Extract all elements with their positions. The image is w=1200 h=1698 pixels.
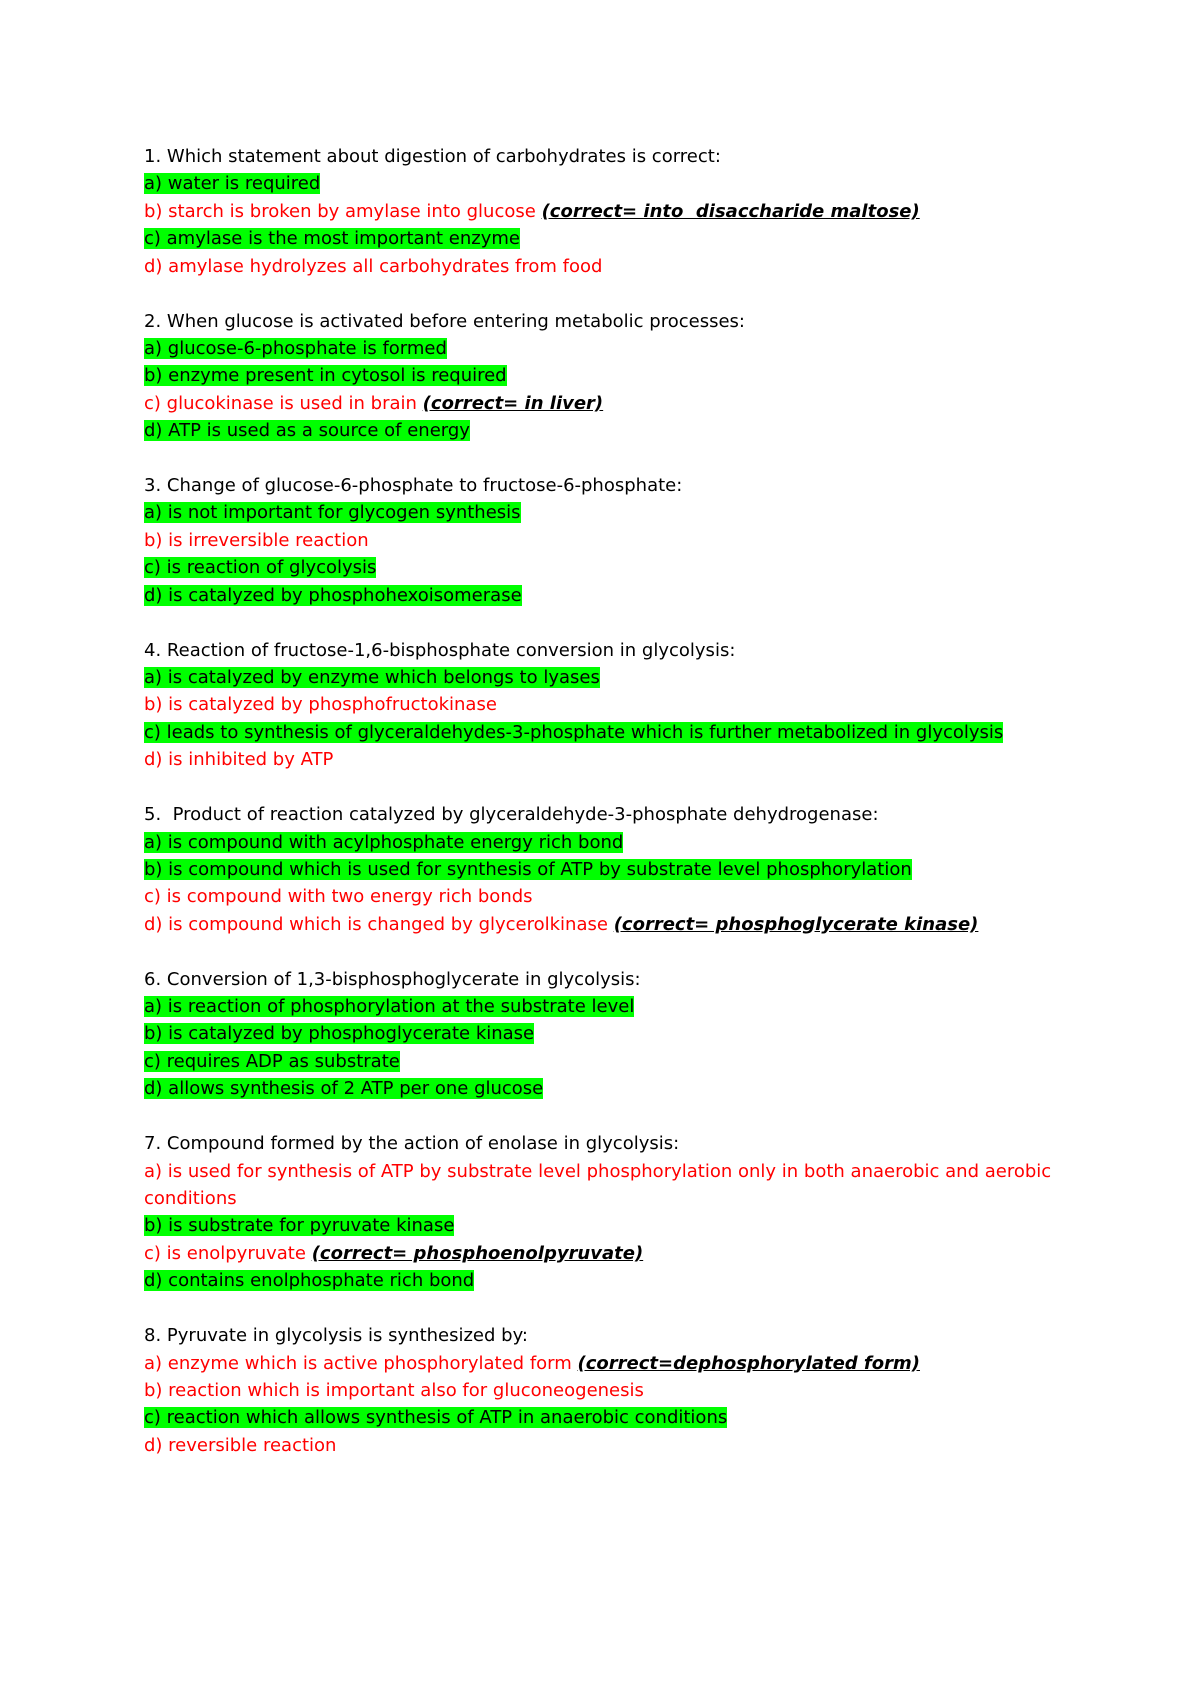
- answer-text: c) is enolpyruvate: [144, 1242, 306, 1264]
- answer-option: [144, 390, 1100, 417]
- answer-option: [144, 883, 1100, 910]
- answer-option: [144, 691, 1100, 718]
- answer-option: [144, 1020, 1100, 1047]
- highlighted-answer-text: b) is catalyzed by phosphoglycerate kinase: [144, 1023, 535, 1045]
- highlighted-answer-text: a) water is required: [144, 173, 321, 195]
- highlighted-answer-text: a) is catalyzed by enzyme which belongs to lyases: [144, 667, 600, 688]
- answer-option: [144, 911, 1100, 938]
- question-heading: [144, 801, 1100, 828]
- question-number: 6.: [144, 968, 162, 990]
- answer-option: [144, 198, 1100, 225]
- answer-option: [144, 1158, 1100, 1185]
- question-number: 7.: [144, 1133, 162, 1155]
- highlighted-answer-text: b) is compound which is used for synthesis of ATP by substrate level phosphorylation: [144, 858, 912, 880]
- question-text: Change of glucose-6-phosphate to fructose-6-phosphate:: [166, 475, 683, 497]
- highlighted-answer-text: b) is substrate for pyruvate kinase: [144, 1215, 455, 1237]
- answer-option: [144, 170, 1100, 197]
- answer-text: c) is compound with two energy rich bonds: [144, 886, 533, 908]
- answer-text: b) is irreversible reaction: [144, 529, 369, 551]
- answer-text: conditions: [144, 1188, 237, 1209]
- highlighted-answer-text: a) is compound with acylphosphate energy rich bond: [144, 831, 624, 853]
- question-1: [144, 143, 1100, 280]
- question-heading: [144, 143, 1100, 170]
- question-heading: [144, 1130, 1100, 1157]
- answer-option: [144, 225, 1100, 252]
- answer-option: [144, 1404, 1100, 1431]
- answer-text: d) amylase hydrolyzes all carbohydrates from food: [144, 255, 603, 277]
- highlighted-answer-text: d) ATP is used as a source of energy: [144, 420, 470, 442]
- answer-option: [144, 499, 1100, 526]
- question-heading: [144, 966, 1100, 993]
- answer-text: a) is used for synthesis of ATP by substrate level phosphorylation only in both anaerobic and aerobic: [144, 1160, 1052, 1182]
- correction-note: (correct= phosphoenolpyruvate): [311, 1242, 644, 1264]
- highlighted-answer-text: c) reaction which allows synthesis of ATP in anaerobic conditions: [144, 1407, 728, 1429]
- question-number: 8.: [144, 1325, 162, 1347]
- answer-option: [144, 664, 1100, 691]
- question-heading: [144, 472, 1100, 499]
- question-2: [144, 308, 1100, 445]
- question-text: Compound formed by the action of enolase in glycolysis:: [166, 1133, 680, 1155]
- answer-text: d) reversible reaction: [144, 1434, 337, 1456]
- answer-text: d) is compound which is changed by glycerolkinase: [144, 913, 608, 935]
- answer-option: [144, 993, 1100, 1020]
- answer-text: d) is inhibited by ATP: [144, 749, 334, 771]
- question-text: Conversion of 1,3-bisphosphoglycerate in glycolysis:: [166, 968, 641, 990]
- question-3: [144, 472, 1100, 609]
- correction-note: (correct= phosphoglycerate kinase): [613, 913, 979, 935]
- answer-option: [144, 1377, 1100, 1404]
- answer-option: [144, 1075, 1100, 1102]
- correction-note: (correct= into disaccharide maltose): [541, 200, 920, 222]
- highlighted-answer-text: c) leads to synthesis of glyceraldehydes-3-phosphate which is further metabolized in glycolysis: [144, 721, 1004, 743]
- answer-option: [144, 554, 1100, 581]
- highlighted-answer-text: c) requires ADP as substrate: [144, 1050, 400, 1072]
- answer-text: b) reaction which is important also for gluconeogenesis: [144, 1379, 644, 1401]
- correction-note: (correct= in liver): [422, 392, 604, 414]
- answer-option: [144, 362, 1100, 389]
- answer-text: a) enzyme which is active phosphorylated form: [144, 1352, 572, 1374]
- question-number: 2.: [144, 310, 162, 332]
- answer-option: [144, 746, 1100, 773]
- question-text: Reaction of fructose-1,6-bisphosphate conversion in glycolysis:: [166, 639, 736, 661]
- question-heading: [144, 308, 1100, 335]
- highlighted-answer-text: d) allows synthesis of 2 ATP per one glucose: [144, 1078, 544, 1100]
- highlighted-answer-text: a) glucose-6-phosphate is formed: [144, 337, 447, 359]
- answer-text: b) is catalyzed by phosphofructokinase: [144, 694, 497, 716]
- answer-option: [144, 417, 1100, 444]
- answer-option: [144, 1185, 1100, 1212]
- question-4: [144, 637, 1100, 774]
- answer-option: [144, 1048, 1100, 1075]
- highlighted-answer-text: b) enzyme present in cytosol is required: [144, 365, 507, 387]
- question-6: [144, 966, 1100, 1103]
- answer-text: b) starch is broken by amylase into glucose: [144, 200, 536, 222]
- answer-text: c) glucokinase is used in brain: [144, 392, 417, 414]
- question-5: [144, 801, 1100, 938]
- answer-option: [144, 1432, 1100, 1459]
- question-number: 4.: [144, 639, 162, 661]
- question-text: Which statement about digestion of carbohydrates is correct:: [166, 146, 721, 167]
- answer-option: [144, 1240, 1100, 1267]
- question-text: When glucose is activated before entering metabolic processes:: [166, 310, 745, 332]
- answer-option: [144, 335, 1100, 362]
- question-number: 5.: [144, 804, 162, 826]
- highlighted-answer-text: d) contains enolphosphate rich bond: [144, 1270, 475, 1292]
- answer-option: [144, 1267, 1100, 1294]
- question-heading: [144, 637, 1100, 664]
- answer-option: [144, 582, 1100, 609]
- question-8: [144, 1322, 1100, 1459]
- highlighted-answer-text: a) is reaction of phosphorylation at the substrate level: [144, 996, 635, 1018]
- highlighted-answer-text: d) is catalyzed by phosphohexoisomerase: [144, 584, 522, 606]
- highlighted-answer-text: a) is not important for glycogen synthesis: [144, 502, 521, 524]
- answer-option: [144, 1350, 1100, 1377]
- correction-note: (correct=dephosphorylated form): [577, 1352, 920, 1374]
- answer-option: [144, 527, 1100, 554]
- question-number: 1.: [144, 146, 162, 167]
- answer-option: [144, 856, 1100, 883]
- question-number: 3.: [144, 475, 162, 497]
- question-heading: [144, 1322, 1100, 1349]
- highlighted-answer-text: c) is reaction of glycolysis: [144, 557, 377, 579]
- answer-option: [144, 253, 1100, 280]
- answer-option: [144, 829, 1100, 856]
- answer-option: [144, 1212, 1100, 1239]
- highlighted-answer-text: c) amylase is the most important enzyme: [144, 228, 520, 250]
- answer-option: [144, 719, 1100, 746]
- question-text: Pyruvate in glycolysis is synthesized by:: [166, 1325, 528, 1347]
- question-7: [144, 1130, 1100, 1294]
- question-text: Product of reaction catalyzed by glyceraldehyde-3-phosphate dehydrogenase:: [166, 804, 879, 826]
